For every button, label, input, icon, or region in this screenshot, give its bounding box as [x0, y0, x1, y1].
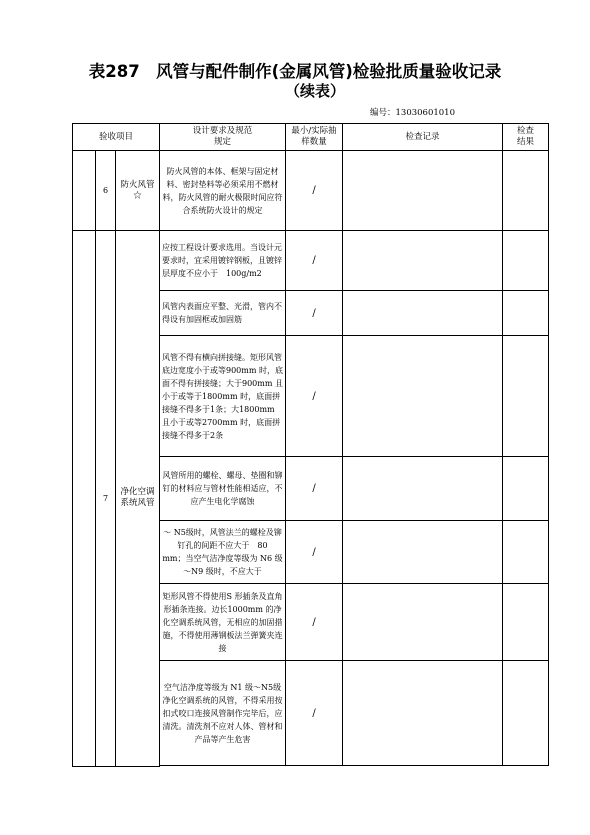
header-result: 检查结果: [503, 124, 549, 151]
result-cell[interactable]: [503, 151, 549, 231]
record-cell[interactable]: [343, 661, 503, 766]
record-cell[interactable]: [343, 336, 503, 457]
sample-count: /: [286, 457, 343, 521]
result-cell[interactable]: [503, 231, 549, 291]
header-requirement: 设计要求及规范规定: [160, 124, 286, 151]
blank-cell: [73, 151, 96, 231]
sample-count: /: [286, 661, 343, 766]
item-number: 6: [96, 151, 116, 231]
result-cell[interactable]: [503, 661, 549, 766]
document-number: 编号：13030601010: [370, 108, 455, 118]
header-row: [73, 124, 549, 151]
header-record: 检查记录: [343, 124, 503, 151]
requirement-text: 风管不得有横向拼接缝。矩形风管底边宽度小于或等900mm 时，底面不得有拼接缝；大于900mm 且小于或等于1800mm 时，底面拼接缝不得多于1条；大1800mm 且小于或等2700mm 时，底面拼接缝不得多于2条: [160, 336, 286, 457]
result-cell[interactable]: [503, 336, 549, 457]
requirement-text: 风管所用的螺栓、螺母、垫圈和铆钉的材料应与管材性能相适应，不应产生电化学腐蚀: [160, 457, 286, 521]
requirement-text: 防火风管的本体、框架与固定材料、密封垫料等必须采用不燃材料，防火风管的耐火极限时间应符合系统防火设计的规定: [160, 151, 286, 231]
requirement-text: ～ N5级时，风管法兰的螺栓及铆钉孔的间距不应大于 80 mm；当空气洁净度等级为 N6 级～N9 级时，不应大于: [160, 521, 286, 584]
sample-count: /: [286, 291, 343, 336]
page-title: 表287 风管与配件制作(金属风管)检验批质量验收记录: [88, 62, 502, 81]
header-item: 验收项目: [73, 124, 160, 151]
requirement-text: 空气洁净度等级为 N1 级～N5级净化空调系统的风管，不得采用按扣式咬口连接风管制作完毕后，应清洗。清洗剂不应对人体、管材和产品等产生危害: [160, 661, 286, 766]
record-cell[interactable]: [343, 151, 503, 231]
requirement-text: 矩形风管不得使用S 形插条及直角形插条连接。边长1000mm 的净化空调系统风管，无相应的加固措施，不得使用薄钢板法兰弹簧夹连接: [160, 584, 286, 661]
spacer-cell: [160, 766, 549, 767]
result-cell[interactable]: [503, 291, 549, 336]
blank-cell: [73, 231, 96, 767]
item-number: 7: [96, 231, 116, 767]
page-subtitle: （续表）: [284, 82, 345, 100]
result-cell[interactable]: [503, 584, 549, 661]
sample-count: /: [286, 336, 343, 457]
result-cell[interactable]: [503, 457, 549, 521]
inspection-table: [72, 123, 549, 767]
header-sample: 最小/实际抽样数量: [286, 124, 343, 151]
record-cell[interactable]: [343, 291, 503, 336]
requirement-text: 风管内表面应平整、光滑，管内不得设有加固框或加固筋: [160, 291, 286, 336]
record-cell[interactable]: [343, 584, 503, 661]
result-cell[interactable]: [503, 521, 549, 584]
sample-count: /: [286, 151, 343, 231]
item-name: 防火风管☆: [116, 151, 160, 231]
requirement-text: 应按工程设计要求选用。当设计元要求时，宜采用镀锌钢板，且镀锌层厚度不应小于 100g/m2: [160, 231, 286, 291]
sample-count: /: [286, 231, 343, 291]
item-name: 净化空调系统风管: [116, 231, 160, 767]
record-cell[interactable]: [343, 521, 503, 584]
table-row: [73, 151, 549, 231]
record-cell[interactable]: [343, 231, 503, 291]
sample-count: /: [286, 584, 343, 661]
sample-count: /: [286, 521, 343, 584]
record-cell[interactable]: [343, 457, 503, 521]
table-row: [73, 231, 549, 291]
